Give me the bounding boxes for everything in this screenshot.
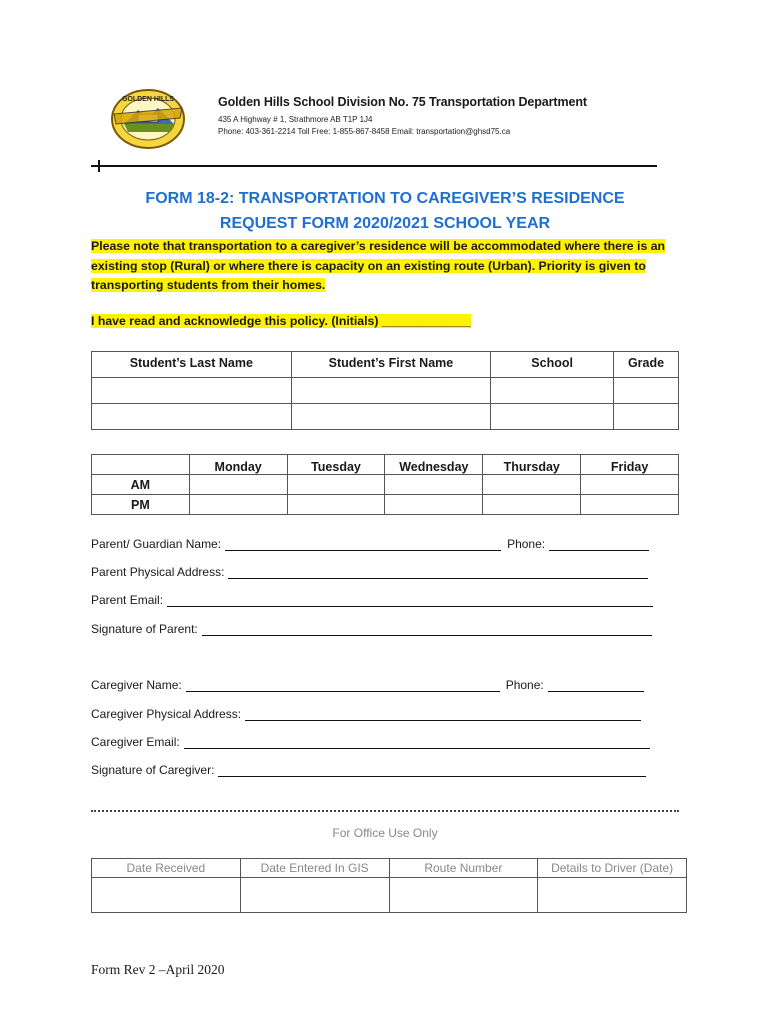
parent-signature-field[interactable] <box>202 624 652 636</box>
parent-signature-label: Signature of Parent: <box>91 622 198 636</box>
cell-input[interactable] <box>189 475 287 495</box>
divider-tick <box>98 160 100 172</box>
cell-input[interactable] <box>92 878 241 913</box>
schedule-corner <box>92 455 190 475</box>
parent-phone-label: Phone: <box>507 537 546 551</box>
caregiver-name-row <box>91 678 644 692</box>
parent-address-row <box>91 565 648 579</box>
org-contact: Phone: 403-361-2214 Toll Free: 1-855-867-8458 Email: transportation@ghsd75.ca <box>218 127 511 136</box>
caregiver-address-row <box>91 707 641 721</box>
cell-input[interactable] <box>189 495 287 515</box>
parent-email-field[interactable] <box>167 595 653 607</box>
cell-input[interactable] <box>581 475 679 495</box>
cell-input[interactable] <box>240 878 389 913</box>
col-date-entered-gis: Date Entered In GIS <box>240 859 389 878</box>
parent-email-label: Parent Email: <box>91 593 164 607</box>
col-details-to-driver: Details to Driver (Date) <box>538 859 687 878</box>
office-use-label: For Office Use Only <box>332 826 438 840</box>
header-divider <box>91 165 657 167</box>
cell-input[interactable] <box>483 475 581 495</box>
caregiver-address-label: Caregiver Physical Address: <box>91 707 242 721</box>
cell-input[interactable] <box>538 878 687 913</box>
dotted-divider <box>91 810 679 812</box>
caregiver-signature-row <box>91 763 646 777</box>
table-row <box>92 495 679 515</box>
form-title-line2: REQUEST FORM 2020/2021 SCHOOL YEAR <box>219 215 551 232</box>
form-revision: Form Rev 2 –April 2020 <box>91 962 225 977</box>
cell-input[interactable] <box>614 378 679 404</box>
parent-phone-field[interactable] <box>549 539 649 551</box>
acknowledge-line[interactable] <box>91 314 471 328</box>
policy-notice <box>91 237 681 296</box>
caregiver-email-row <box>91 735 650 749</box>
cell-input[interactable] <box>291 378 491 404</box>
col-grade: Grade <box>614 352 679 378</box>
caregiver-phone-field[interactable] <box>548 680 644 692</box>
day-thursday: Thursday <box>483 455 581 475</box>
cell-input[interactable] <box>385 495 483 515</box>
caregiver-phone-label: Phone: <box>505 678 544 692</box>
table-row <box>92 878 687 913</box>
cell-input[interactable] <box>491 404 614 430</box>
golden-hills-logo <box>108 88 188 150</box>
letterhead <box>218 95 587 136</box>
col-route-number: Route Number <box>389 859 538 878</box>
cell-input[interactable] <box>614 404 679 430</box>
col-last-name: Student’s Last Name <box>92 352 292 378</box>
col-first-name: Student’s First Name <box>291 352 491 378</box>
parent-address-field[interactable] <box>228 567 648 579</box>
caregiver-signature-field[interactable] <box>218 765 646 777</box>
day-friday: Friday <box>581 455 679 475</box>
parent-address-label: Parent Physical Address: <box>91 565 225 579</box>
table-row <box>92 475 679 495</box>
col-date-received: Date Received <box>92 859 241 878</box>
caregiver-address-field[interactable] <box>245 709 641 721</box>
schedule-table <box>91 454 679 515</box>
day-wednesday: Wednesday <box>385 455 483 475</box>
caregiver-email-label: Caregiver Email: <box>91 735 180 749</box>
cell-input[interactable] <box>491 378 614 404</box>
parent-name-field[interactable] <box>225 539 501 551</box>
table-row <box>92 404 679 430</box>
org-address: 435 A Highway # 1, Strathmore AB T1P 1J4 <box>218 115 373 124</box>
parent-name-label: Parent/ Guardian Name: <box>91 537 222 551</box>
caregiver-name-field[interactable] <box>186 680 500 692</box>
org-title: Golden Hills School Division No. 75 Transportation Department <box>218 95 587 109</box>
cell-input[interactable] <box>291 404 491 430</box>
form-title-line1: FORM 18-2: TRANSPORTATION TO CAREGIVER’S RESIDENCE <box>145 190 625 207</box>
logo-text: GOLDEN HILLS <box>121 96 175 103</box>
day-monday: Monday <box>189 455 287 475</box>
day-tuesday: Tuesday <box>287 455 385 475</box>
cell-input[interactable] <box>287 475 385 495</box>
row-am: AM <box>92 475 190 495</box>
table-row <box>92 378 679 404</box>
student-table <box>91 351 679 430</box>
row-pm: PM <box>92 495 190 515</box>
acknowledge-text: I have read and acknowledge this policy. (Initials) _____________ <box>91 314 471 328</box>
col-school: School <box>491 352 614 378</box>
parent-name-row <box>91 537 649 551</box>
cell-input[interactable] <box>287 495 385 515</box>
caregiver-name-label: Caregiver Name: <box>91 678 182 692</box>
cell-input[interactable] <box>483 495 581 515</box>
cell-input[interactable] <box>92 378 292 404</box>
policy-notice-text: Please note that transportation to a caregiver’s residence will be accommodated where there is an existing stop (Rural) or where there is capacity on an existing route (Urban). Priority is given to transporting students from their homes. <box>91 239 666 292</box>
parent-signature-row <box>91 622 652 636</box>
parent-email-row <box>91 593 653 607</box>
caregiver-email-field[interactable] <box>184 737 650 749</box>
cell-input[interactable] <box>581 495 679 515</box>
cell-input[interactable] <box>92 404 292 430</box>
caregiver-signature-label: Signature of Caregiver: <box>91 763 215 777</box>
office-use-table <box>91 858 687 913</box>
cell-input[interactable] <box>385 475 483 495</box>
cell-input[interactable] <box>389 878 538 913</box>
